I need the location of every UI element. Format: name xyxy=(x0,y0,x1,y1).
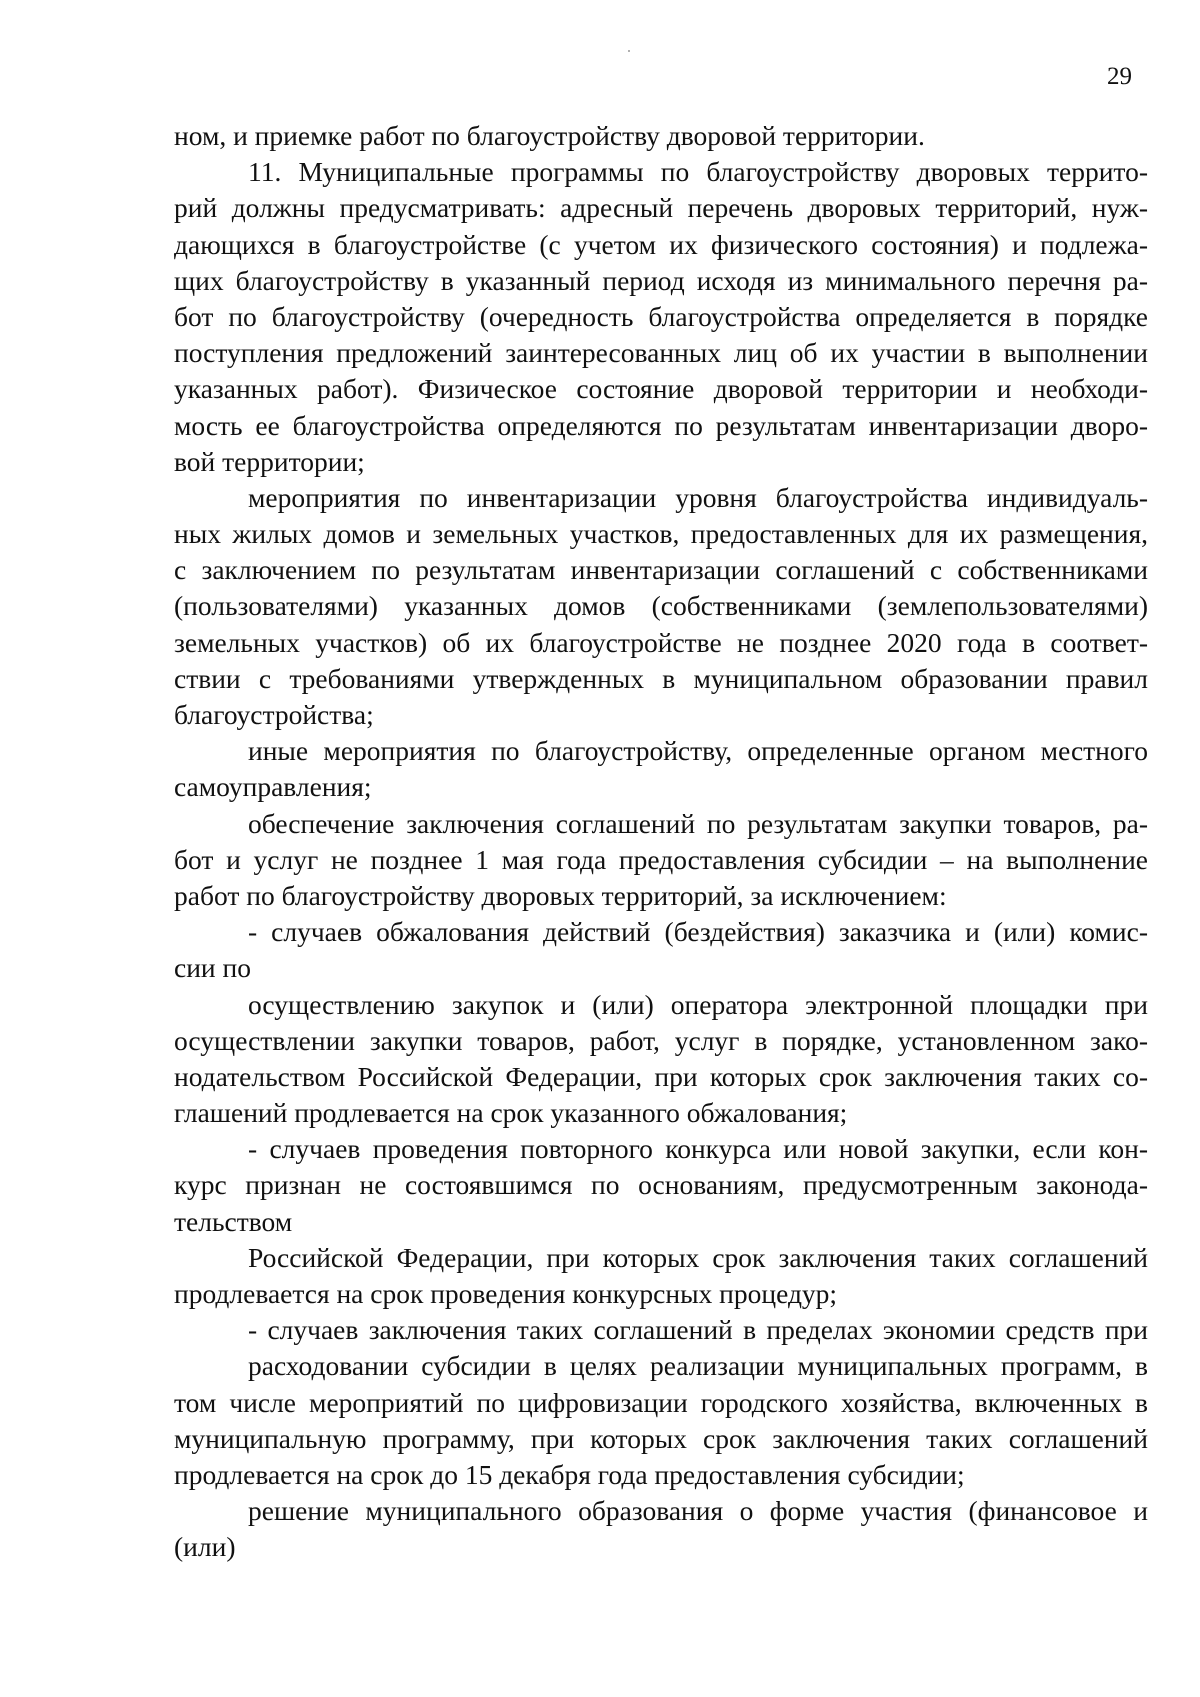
text-line: самоуправления; xyxy=(174,771,372,803)
page-body-text xyxy=(174,118,1148,1566)
text-line: мость ее благоустройства определяются по результатам инвентаризации дворо- xyxy=(174,409,1148,441)
text-line: иные мероприятия по благоустройству, определенные органом местного xyxy=(248,735,1148,767)
text-line: ном, и приемке работ по благоустройству дворовой территории. xyxy=(174,120,925,151)
text-line: продлевается на срок до 15 декабря года предоставления субсидии; xyxy=(174,1458,965,1490)
text-line: щих благоустройству в указанный период исходя из минимального перечня ра- xyxy=(174,264,1148,296)
text-line: глашений продлевается на срок указанного обжалования; xyxy=(174,1097,848,1129)
text-line: бот и услуг не позднее 1 мая года предоставления субсидии – на выполнение xyxy=(174,843,1148,875)
text-line: осуществлению закупок и (или) оператора электронной площадки при xyxy=(248,988,1148,1020)
text-line: нодательством Российской Федерации, при которых срок заключения таких со- xyxy=(174,1060,1148,1092)
text-line: (или) xyxy=(174,1531,236,1563)
text-line: обеспечение заключения соглашений по результатам закупки товаров, ра- xyxy=(248,807,1148,839)
text-line: том числе мероприятий по цифровизации городского хозяйства, включенных в xyxy=(174,1386,1148,1418)
text-line: расходовании субсидии в целях реализации муниципальных программ, в xyxy=(248,1350,1148,1382)
page-number: 29 xyxy=(1107,63,1132,90)
text-line: курс признан не состоявшимся по основаниям, предусмотренным законода- xyxy=(174,1169,1148,1201)
text-line: муниципальную программу, при которых срок заключения таких соглашений xyxy=(174,1422,1148,1454)
text-line: ных жилых домов и земельных участков, предоставленных для их размещения, xyxy=(174,518,1148,550)
text-line: продлевается на срок проведения конкурсных процедур; xyxy=(174,1278,838,1309)
text-line: бот по благоустройству (очередность благоустройства определяется в порядке xyxy=(174,300,1148,332)
text-line: работ по благоустройству дворовых территорий, за исключением: xyxy=(174,879,947,911)
text-line: (пользователями) указанных домов (собственниками (землепользователями) xyxy=(174,590,1148,622)
text-line: 11. Муниципальные программы по благоустройству дворовых террито- xyxy=(248,156,1148,188)
text-line: ствии с требованиями утвержденных в муниципальном образовании правил xyxy=(174,662,1148,694)
text-line: решение муниципального образования о форме участия (финансовое и xyxy=(248,1495,1148,1527)
text-line: вой территории; xyxy=(174,445,365,477)
text-line: земельных участков) об их благоустройстве не позднее 2020 года в соответ- xyxy=(174,626,1148,658)
text-line: - случаев проведения повторного конкурса или новой закупки, если кон- xyxy=(248,1133,1148,1165)
text-line: поступления предложений заинтересованных лиц об их участии в выполнении xyxy=(174,337,1148,369)
text-line: тельством xyxy=(174,1205,293,1237)
text-line: указанных работ). Физическое состояние дворовой территории и необходи- xyxy=(174,373,1148,405)
text-line: рий должны предусматривать: адресный перечень дворовых территорий, нуж- xyxy=(174,192,1148,224)
text-line: мероприятия по инвентаризации уровня благоустройства индивидуаль- xyxy=(248,481,1148,513)
text-line: - случаев заключения таких соглашений в пределах экономии средств при xyxy=(248,1314,1148,1346)
text-line: благоустройства; xyxy=(174,699,374,730)
text-line: осуществлении закупки товаров, работ, услуг в порядке, установленном зако- xyxy=(174,1024,1148,1056)
text-line: сии по xyxy=(174,952,251,984)
scan-artifact-dot xyxy=(628,50,630,52)
text-line: - случаев обжалования действий (бездействия) заказчика и (или) комис- xyxy=(248,916,1148,948)
text-line: дающихся в благоустройстве (с учетом их физического состояния) и подлежа- xyxy=(174,228,1148,260)
text-line: Российской Федерации, при которых срок заключения таких соглашений xyxy=(248,1241,1148,1273)
text-line: с заключением по результатам инвентаризации соглашений с собственниками xyxy=(174,554,1148,586)
